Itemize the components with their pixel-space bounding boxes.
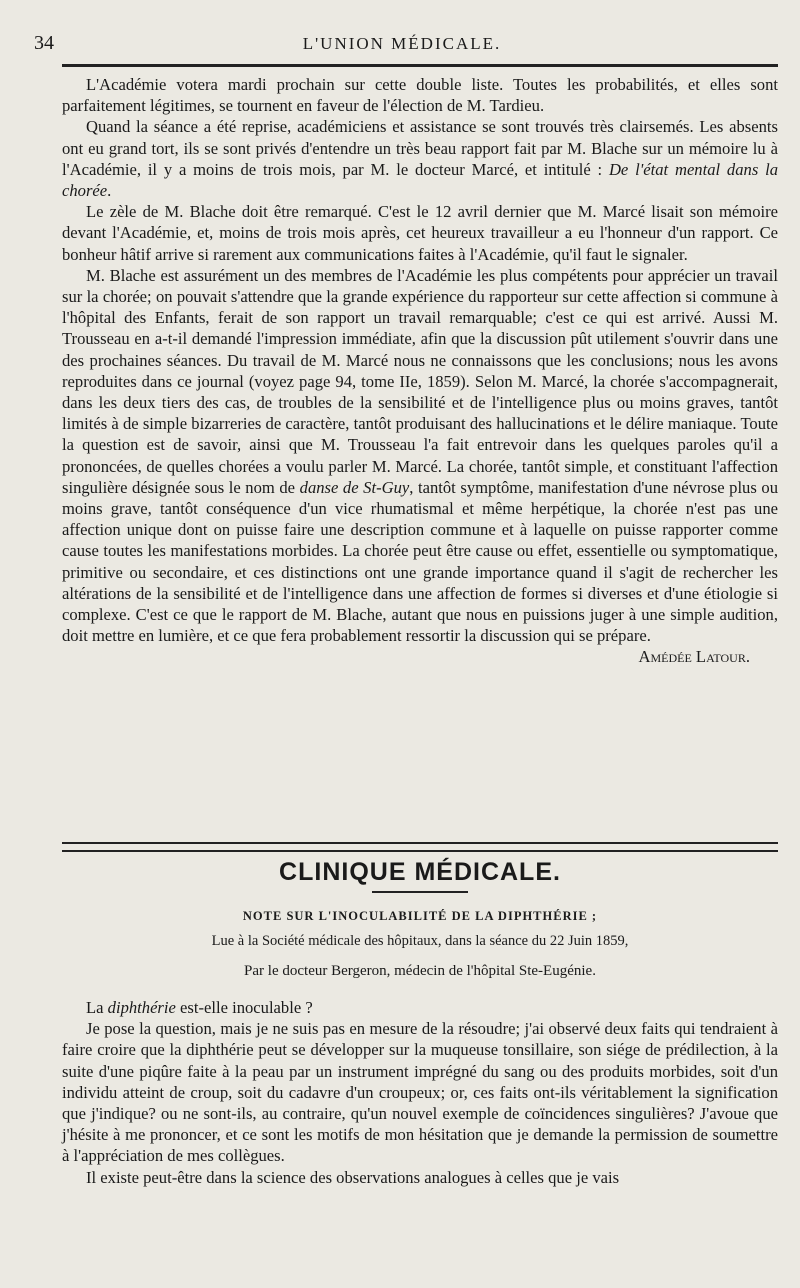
article-paragraph: L'Académie votera mardi prochain sur cette double liste. Toutes les probabilités, et elles sont parfaitement légitimes, se tournent en faveur de l'élection de M. Tardieu. xyxy=(62,75,778,116)
running-title: L'UNION MÉDICALE. xyxy=(302,34,502,53)
section-title: CLINIQUE MÉDICALE. xyxy=(279,858,561,886)
page-number: 34 xyxy=(34,32,54,54)
section-body xyxy=(62,997,778,1188)
article-body xyxy=(62,74,778,675)
article-paragraph: Le zèle de M. Blache doit être remarqué. C'est le 12 avril dernier que M. Marcé lisait son mémoire devant l'Académie, et, moins de trois mois après, cet heureux travailleur a eu l'honneur d'un rapport. Ce bonheur hâtif arrive si rarement aux communications faites à l'Académie, qu'il faut le signaler. xyxy=(62,202,778,264)
article-paragraph: Quand la séance a été reprise, académiciens et assistance se sont trouvés très clairsemés. Les absents ont eu grand tort, ils se sont privés d'entendre un très beau rapport fait par M. Blache sur un mémoire lu à l'Académie, il y a moins de trois mois, par M. le docteur Marcé, et intitulé : De l'état mental dans la chorée. xyxy=(62,117,779,201)
article-signature: Amédée Latour. xyxy=(638,647,750,667)
note-author: Par le docteur Bergeron, médecin de l'hôpital Ste-Eugénie. xyxy=(244,963,596,979)
header-rule xyxy=(62,64,778,67)
note-subtitle: Lue à la Société médicale des hôpitaux, dans la séance du 22 Juin 1859, xyxy=(211,933,629,949)
note-title: NOTE SUR L'INOCULABILITÉ DE LA DIPHTHÉRIE ; xyxy=(242,909,598,923)
section-paragraph: La diphthérie est-elle inoculable ? xyxy=(86,998,313,1017)
page-header xyxy=(34,28,770,58)
section-paragraph: Je pose la question, mais je ne suis pas en mesure de la résoudre; j'ai observé deux faits qui tendraient à faire croire que la diphthérie peut se développer sur la muqueuse tonsillaire, son siége de prédilection, à la suite d'une piqûre faite à la peau par un instrument imprégné du sang ou des produits morbides, soit d'un individu atteint de croup, soit du cadavre d'un croupeux; or, ces faits ont-ils véritablement la signification que j'indique? ou ne sont-ils, au contraire, qu'un nouvel exemple de coïncidences singulières? J'avoue que j'hésite à me prononcer, et ce sont les motifs de mon hésitation que je demande la permission de soumettre à l'appréciation de mes collègues. xyxy=(62,1019,778,1166)
title-rule xyxy=(372,891,468,893)
clinique-section xyxy=(62,852,778,1188)
section-double-rule xyxy=(62,842,778,852)
section-paragraph: Il existe peut-être dans la science des observations analogues à celles que je vais xyxy=(86,1167,620,1187)
article-paragraph: M. Blache est assurément un des membres de l'Académie les plus compétents pour apprécier un travail sur la chorée; on pouvait s'attendre que la grande expérience du rapporteur sur cette affection si commune à l'hôpital des Enfants, ferait de son rapport un travail remarquable; c'est ce qui est arrivé. Aussi M. Trousseau en a-t-il demandé l'impression immédiate, afin que la discussion pût utilement s'ouvrir dans une des prochaines séances. Du travail de M. Marcé nous ne connaissons que les conclusions; nous les avons reproduites dans ce journal (voyez page 94, tome IIe, 1859). Selon M. Marcé, la chorée s'accompagnerait, dans les deux tiers des cas, de troubles de la sensibilité et de l'intelligence plus ou moins graves, tantôt limités à de simple bizarreries de caractère, tantôt produisant des hallucinations et le délire maniaque. Toute la question est de savoir, ainsi que M. Trousseau l'a fait entrevoir dans les quelques paroles qu'il a prononcées, de quelles chorées a voulu parler M. Marcé. La chorée, tantôt simple, et constituant l'affection singulière désignée sous le nom de danse de St-Guy, tantôt symptôme, manifestation d'une névrose plus ou moins grave, tantôt conséquence d'un vice rhumatismal et même herpétique, la chorée n'est pas une affection unique dont on puisse faire une description commune et à laquelle on puisse rapporter comme cause toutes les manifestations morbides. La chorée peut être cause ou effet, essentielle ou symptomatique, primitive ou secondaire, et ces distinctions ont une grande importance quand il s'agit de rechercher les altérations de la sensibilité et de l'intelligence dans une affection de formes si diverses et d'une étiologie si complexe. C'est ce que le rapport de M. Blache, autant que nous en puissions juger à une simple audition, doit mettre en lumière, et ce que fera probablement ressortir la discussion qui se prépare. xyxy=(62,265,778,646)
